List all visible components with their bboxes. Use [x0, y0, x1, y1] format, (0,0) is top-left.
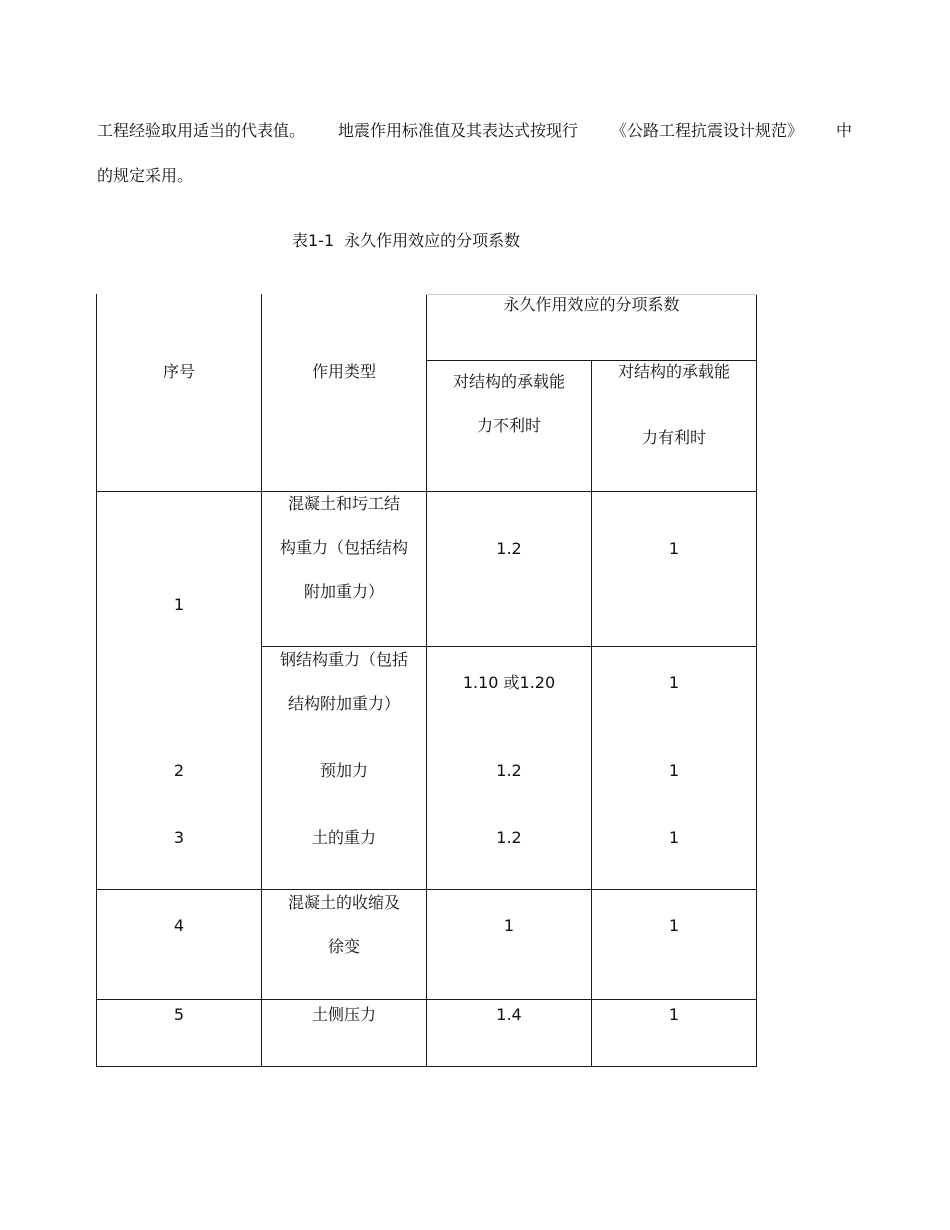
table-header-bottom [96, 491, 757, 492]
row-1-type-line: 混凝土和圬工结 [287, 494, 400, 513]
table-border-right [756, 294, 757, 1067]
table-title: 永久作用效应的分项系数 [344, 231, 521, 250]
header-favorable-line: 对结构的承载能 [617, 362, 730, 381]
table-caption [292, 228, 520, 251]
row-1-index: 1 [173, 595, 185, 614]
paragraph-segment: 中 [835, 121, 852, 140]
row-5-unfavorable: 1.4 [496, 1005, 522, 1024]
header-unfavorable-line: 对结构的承载能 [452, 372, 565, 391]
header-favorable [592, 350, 756, 460]
table-border-bottom [96, 1066, 757, 1067]
header-index: 序号 [162, 362, 195, 381]
row-4-type-line: 徐变 [327, 937, 360, 956]
row-4-type-line: 混凝土的收缩及 [287, 893, 400, 912]
row-4-index: 4 [173, 916, 185, 935]
header-favorable-line: 力有利时 [641, 428, 706, 447]
row-3-type: 土的重力 [311, 828, 376, 847]
row-1b-type-line: 钢结构重力（包括 [279, 650, 408, 669]
row-1b-unfavorable: 1.10 或1.20 [462, 673, 556, 692]
row-4-unfavorable: 1 [503, 916, 515, 935]
header-unfavorable-line: 力不利时 [476, 416, 541, 435]
row-1-unfavorable: 1.2 [496, 539, 522, 558]
row-5-type: 土侧压力 [311, 1005, 376, 1024]
header-group: 永久作用效应的分项系数 [503, 295, 680, 314]
table-row-divider [96, 889, 757, 890]
body-paragraph-line-2: 的规定采用。 [97, 166, 194, 185]
row-2-index: 2 [173, 761, 185, 780]
row-3-index: 3 [173, 828, 185, 847]
table-number: 表1-1 [292, 231, 335, 250]
row-1b-type-line: 结构附加重力） [287, 694, 400, 713]
table-col-divider [591, 360, 592, 1067]
row-1-favorable: 1 [668, 539, 680, 558]
row-1b-type [262, 638, 426, 726]
row-1-type-line: 附加重力） [303, 582, 384, 601]
paragraph-segment: 《公路工程抗震设计规范》 [610, 121, 803, 140]
row-1b-favorable: 1 [668, 673, 680, 692]
body-paragraph-line-1 [97, 118, 852, 141]
row-1-type-line: 构重力（包括结构 [279, 538, 408, 557]
row-3-unfavorable: 1.2 [496, 828, 522, 847]
row-4-favorable: 1 [668, 916, 680, 935]
row-3-favorable: 1 [668, 828, 680, 847]
row-1-type [262, 482, 426, 614]
table-border-left [96, 294, 97, 1067]
row-2-favorable: 1 [668, 761, 680, 780]
header-type: 作用类型 [311, 362, 376, 381]
row-2-type: 预加力 [319, 761, 368, 780]
paragraph-segment: 地震作用标准值及其表达式按现行 [337, 121, 578, 140]
row-2-unfavorable: 1.2 [496, 761, 522, 780]
row-4-type [262, 881, 426, 969]
header-unfavorable [427, 360, 591, 448]
row-5-index: 5 [173, 1005, 185, 1024]
row-5-favorable: 1 [668, 1005, 680, 1024]
paragraph-segment: 工程经验取用适当的代表值。 [97, 121, 306, 140]
